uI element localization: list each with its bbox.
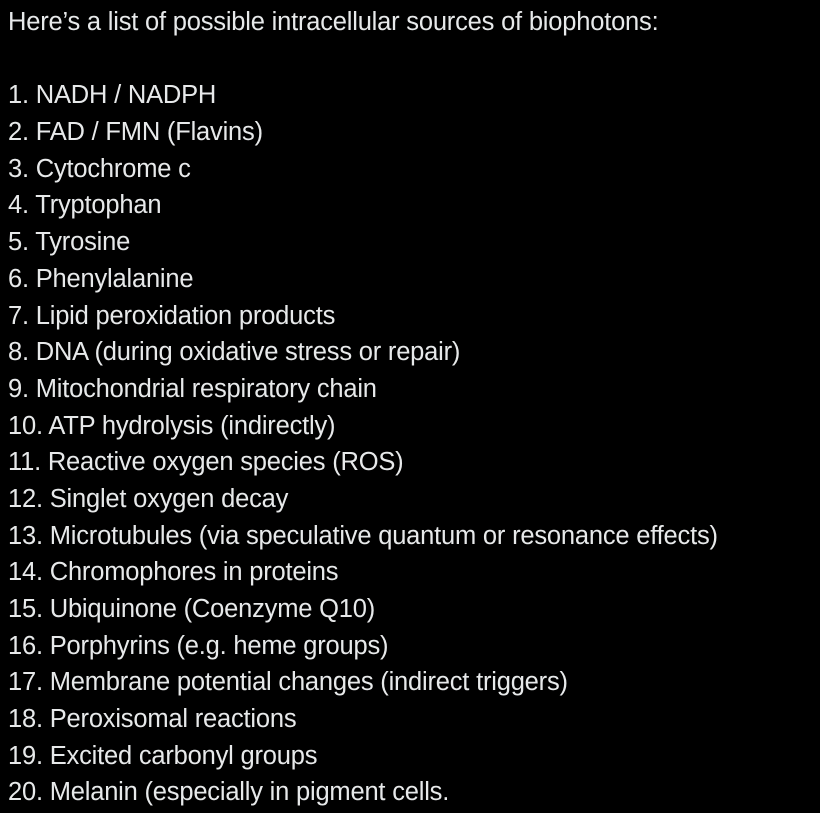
- list-item: 12. Singlet oxygen decay: [8, 484, 289, 513]
- list-item: 20. Melanin (especially in pigment cells.: [8, 778, 450, 807]
- list-item: 15. Ubiquinone (Coenzyme Q10): [8, 595, 375, 623]
- list-item: 10. ATP hydrolysis (indirectly): [8, 411, 336, 440]
- sources-list: [8, 77, 820, 811]
- list-item: 3. Cytochrome c: [8, 154, 191, 183]
- list-item: 6. Phenylalanine: [8, 264, 194, 293]
- list-item: 9. Mitochondrial respiratory chain: [8, 374, 377, 403]
- list-item: 13. Microtubules (via speculative quantum or resonance effects): [8, 521, 718, 550]
- list-item: 1. NADH / NADPH: [8, 81, 217, 110]
- list-item: 18. Peroxisomal reactions: [8, 705, 297, 734]
- list-item: 11. Reactive oxygen species (ROS): [8, 448, 404, 477]
- list-item: 2. FAD / FMN (Flavins): [8, 118, 263, 147]
- list-item: 4. Tryptophan: [8, 191, 162, 220]
- list-item: 19. Excited carbonyl groups: [8, 741, 318, 770]
- list-item: 14. Chromophores in proteins: [8, 558, 339, 587]
- list-item: 7. Lipid peroxidation products: [8, 301, 336, 330]
- list-item: 8. DNA (during oxidative stress or repair): [8, 338, 461, 367]
- intro-text: Here’s a list of possible intracellular sources of biophotons:: [8, 8, 659, 36]
- blank-line: [8, 41, 820, 78]
- list-item: 17. Membrane potential changes (indirect triggers): [8, 668, 568, 697]
- list-item: 16. Porphyrins (e.g. heme groups): [8, 631, 389, 660]
- list-item: 5. Tyrosine: [8, 228, 131, 257]
